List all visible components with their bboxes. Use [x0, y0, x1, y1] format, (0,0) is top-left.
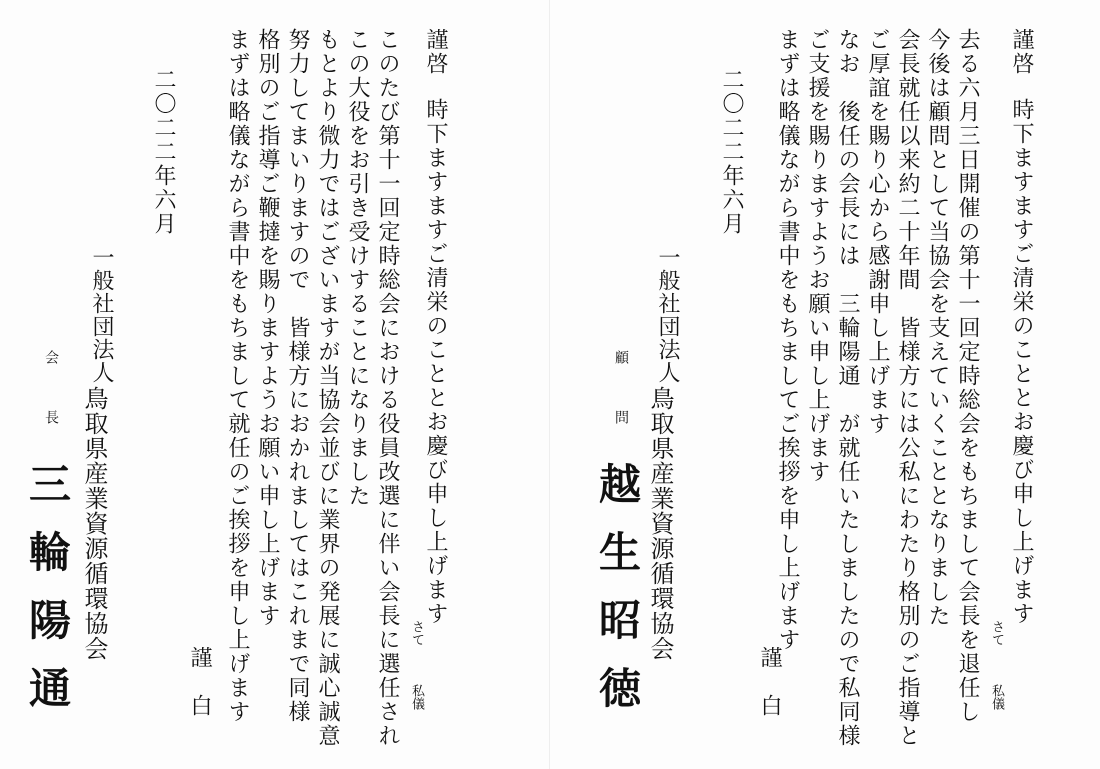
aside-sate: さて: [409, 620, 424, 646]
body-line-5: なお 後任の会長には 三輪陽通 が就任いたしましたので私同様: [835, 28, 860, 748]
body-line-6: ご支援を賜りますようお願い申し上げます: [805, 28, 830, 484]
org-type: 一般社団法人: [89, 246, 114, 384]
org-name: 鳥取県産業資源循環協会: [646, 386, 674, 661]
closing-kin: 謹: [187, 646, 212, 670]
body-line-3: もとより微力ではございますが当協会並びに業界の発展に誠心誠意: [315, 28, 340, 748]
body-line-7: まずは略儀ながら書中をもちましてご挨拶を申し上げます: [775, 28, 800, 652]
body-line-3: 会長就任以来約二十年間 皆様方には公私にわたり格別のご指導と: [895, 28, 920, 748]
org-name: 鳥取県産業資源循環協会: [80, 386, 108, 661]
signer-name: 三輪陽通: [23, 462, 72, 734]
body-line-4: ご厚誼を賜り心から感謝申し上げます: [865, 28, 890, 436]
aside-sate: さて: [989, 620, 1004, 646]
aside-watakushigi: 私儀: [989, 684, 1004, 710]
title-char-1: 顧: [613, 350, 629, 364]
closing-kin: 謹: [757, 646, 782, 670]
body-line-6: まずは略儀ながら書中をもちまして就任のご挨拶を申し上げます: [225, 28, 250, 724]
opening-word: 謹啓: [423, 28, 448, 76]
aside-watakushigi: 私儀: [409, 684, 424, 710]
right-letter: [550, 0, 1100, 769]
body-line-5: 格別のご指導ご鞭撻を賜りますようお願い申し上げます: [255, 28, 280, 628]
title-char-2: 長: [43, 410, 59, 424]
body-line-4: 努力してまいりますので 皆様方におかれましてはこれまで同様: [285, 28, 310, 724]
body-line-1: このたび第十一回定時総会における役員改選に伴い会長に選任され: [375, 28, 400, 748]
title-char-2: 問: [613, 410, 629, 424]
letter-date: 二〇二二年六月: [719, 68, 744, 236]
closing-haku: 白: [187, 694, 212, 718]
signer-name: 越生昭徳: [593, 462, 642, 734]
seasonal-greeting: 時下ますますご清栄のこととお慶び申し上げます: [1009, 98, 1034, 626]
org-type: 一般社団法人: [655, 246, 680, 384]
closing-haku: 白: [757, 694, 782, 718]
opening-word: 謹啓: [1009, 28, 1034, 76]
seasonal-greeting: 時下ますますご清栄のこととお慶び申し上げます: [423, 98, 448, 626]
body-line-1: 去る六月三日開催の第十一回定時総会をもちまして会長を退任し: [955, 28, 980, 724]
letter-date: 二〇二二年六月: [151, 68, 176, 236]
body-line-2: 今後は顧問として当協会を支えていくこととなりました: [925, 28, 950, 628]
body-line-2: この大役をお引き受けすることになりました: [345, 28, 370, 508]
title-char-1: 会: [43, 350, 59, 364]
